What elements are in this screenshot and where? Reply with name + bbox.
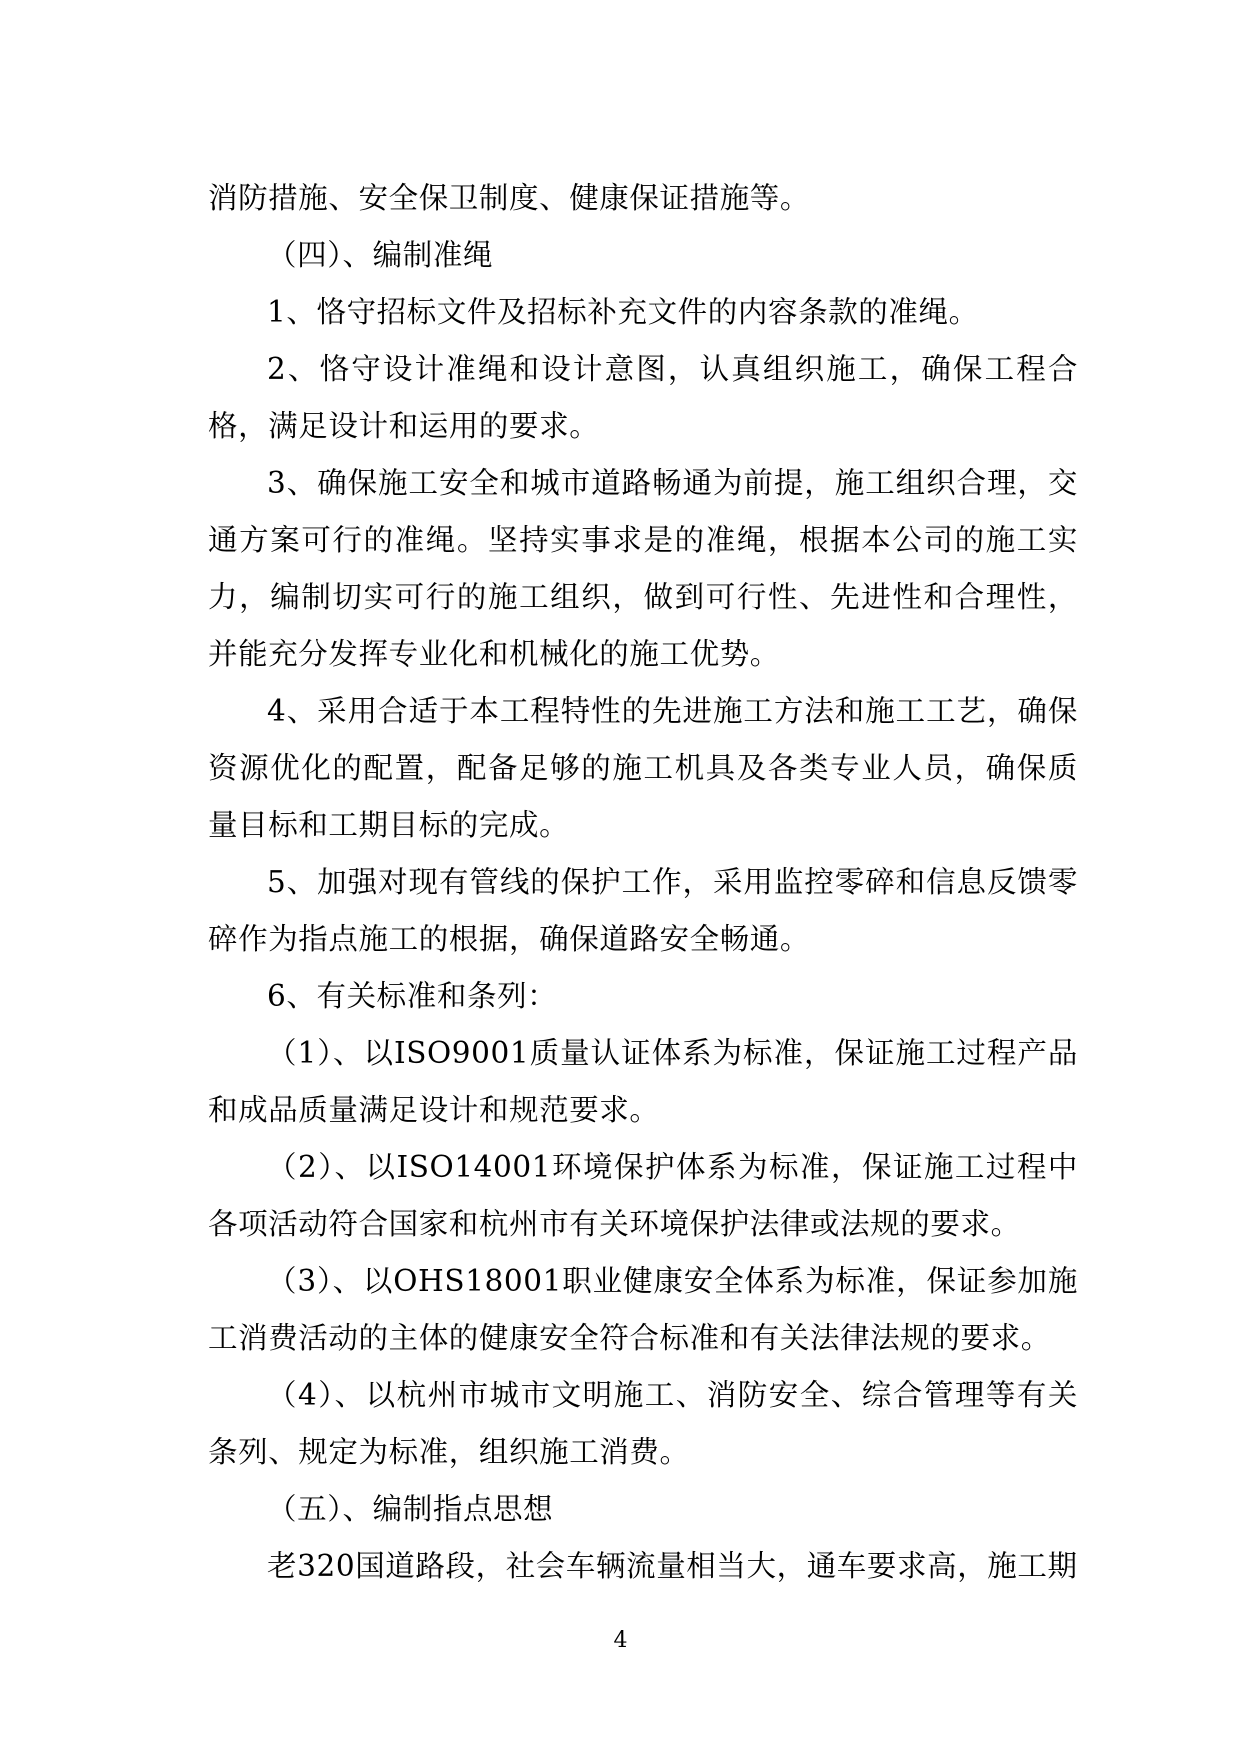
paragraph-item-2: 2、恪守设计准绳和设计意图，认真组织施工，确保工程合格，满足设计和运用的要求。 — [208, 352, 1078, 443]
standard-item-1: （1）、以ISO9001质量认证体系为标准，保证施工过程产品和成品质量满足设计和规范要求。 — [208, 1036, 1078, 1127]
paragraph-item-5: 5、加强对现有管线的保护工作，采用监控零碎和信息反馈零碎作为指点施工的根据，确保道路安全畅通。 — [208, 865, 1078, 956]
standard-item-3: （3）、以OHS18001职业健康安全体系为标准，保证参加施工消费活动的主体的健康安全符合标准和有关法律法规的要求。 — [208, 1264, 1078, 1355]
paragraph-continuation: 消防措施、安全保卫制度、健康保证措施等。 — [208, 181, 811, 215]
paragraph-item-3: 3、确保施工安全和城市道路畅通为前提，施工组织合理，交通方案可行的准绳。坚持实事求是的准绳，根据本公司的施工实力，编制切实可行的施工组织，做到可行性、先进性和合理性，并能充分发挥专业化和机械化的施工优势。 — [208, 466, 1078, 671]
paragraph-item-6: 6、有关标准和条列： — [267, 979, 558, 1013]
standard-item-4: （4）、以杭州市城市文明施工、消防安全、综合管理等有关条列、规定为标准，组织施工消费。 — [208, 1378, 1078, 1469]
paragraph-item-4: 4、采用合适于本工程特性的先进施工方法和施工工艺，确保资源优化的配置，配备足够的施工机具及各类专业人员，确保质量目标和工期目标的完成。 — [208, 694, 1078, 842]
page-number: 4 — [613, 1628, 628, 1653]
section-heading-4: （四）、编制准绳 — [267, 238, 494, 272]
standard-item-2: （2）、以ISO14001环境保护体系为标准，保证施工过程中各项活动符合国家和杭州市有关环境保护法律或法规的要求。 — [208, 1150, 1078, 1241]
paragraph-guiding-idea: 老320国道路段，社会车辆流量相当大，通车要求高，施工期 — [267, 1549, 1078, 1583]
body-text — [208, 170, 1078, 1595]
paragraph-item-1: 1、恪守招标文件及招标补充文件的内容条款的准绳。 — [267, 295, 979, 329]
section-heading-5: （五）、编制指点思想 — [267, 1492, 554, 1526]
